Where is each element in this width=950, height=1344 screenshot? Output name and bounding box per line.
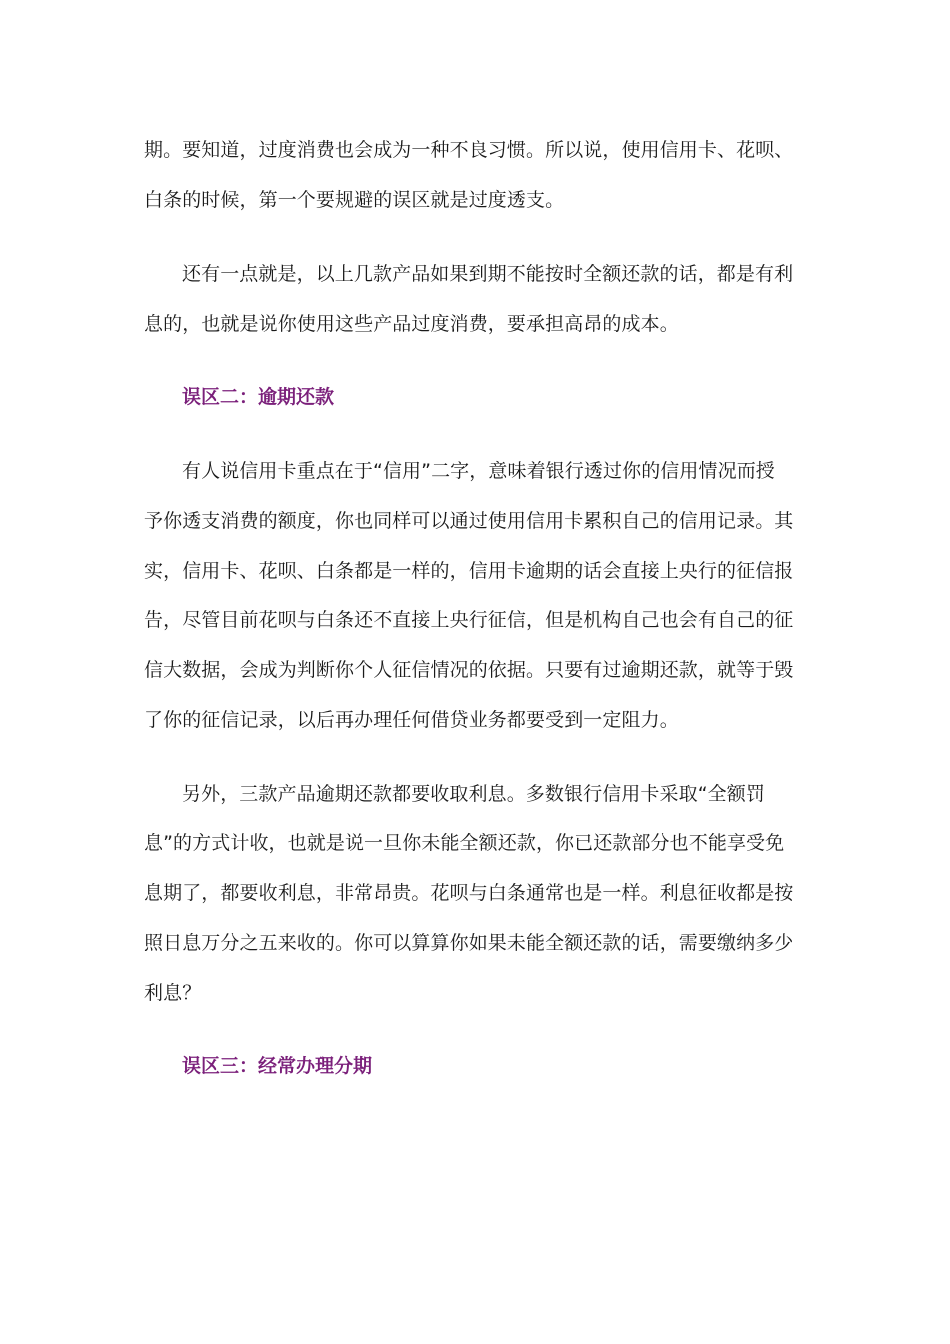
paragraph-line: 另外，三款产品逾期还款都要收取利息。多数银行信用卡采取“全额罚: [182, 783, 765, 805]
paragraph-line: 照日息万分之五来收的。你可以算算你如果未能全额还款的话，需要缴纳多少: [144, 932, 794, 954]
paragraph-line: 了你的征信记录，以后再办理任何借贷业务都要受到一定阻力。: [144, 709, 679, 731]
paragraph-line: 信大数据，会成为判断你个人征信情况的依据。只要有过逾期还款，就等于毁: [144, 659, 794, 681]
paragraph-line: 息期了，都要收利息，非常昂贵。花呗与白条通常也是一样。利息征收都是按: [144, 882, 794, 904]
paragraph-line: 实，信用卡、花呗、白条都是一样的，信用卡逾期的话会直接上央行的征信报: [144, 560, 794, 582]
section-heading-frequent-installments: 误区三：经常办理分期: [182, 1055, 373, 1077]
paragraph-line: 予你透支消费的额度，你也同样可以通过使用信用卡累积自己的信用记录。其: [144, 510, 794, 532]
paragraph-line: 还有一点就是，以上几款产品如果到期不能按时全额还款的话，都是有利: [182, 263, 794, 285]
paragraph-line: 息的，也就是说你使用这些产品过度消费，要承担高昂的成本。: [144, 313, 679, 335]
paragraph-line: 有人说信用卡重点在于“信用”二字，意味着银行透过你的信用情况而授: [182, 460, 775, 482]
paragraph-line: 白条的时候，第一个要规避的误区就是过度透支。: [144, 189, 565, 211]
paragraph-line: 利息？: [144, 982, 202, 1004]
paragraph-line: 期。要知道，过度消费也会成为一种不良习惯。所以说，使用信用卡、花呗、: [144, 139, 794, 161]
paragraph-line: 息”的方式计收，也就是说一旦你未能全额还款，你已还款部分也不能享受免: [144, 832, 785, 854]
paragraph-line: 告，尽管目前花呗与白条还不直接上央行征信，但是机构自己也会有自己的征: [144, 609, 794, 631]
section-heading-overdue-repayment: 误区二：逾期还款: [182, 386, 335, 408]
